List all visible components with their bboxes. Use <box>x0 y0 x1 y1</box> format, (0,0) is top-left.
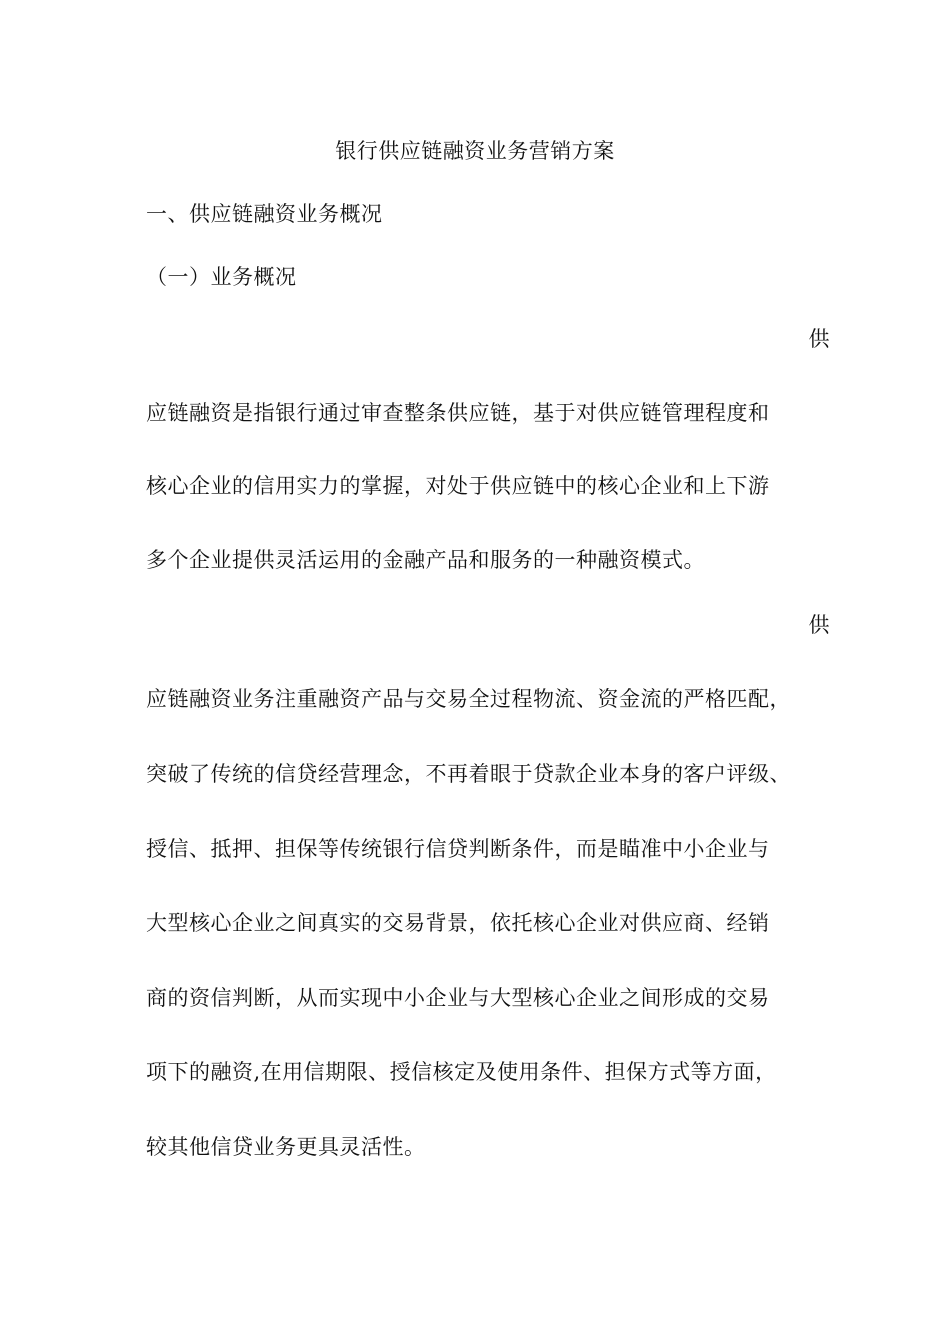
paragraph-2-line-1: 应链融资业务注重融资产品与交易全过程物流、资金流的严格匹配， <box>146 687 791 711</box>
paragraph-2-line-7: 较其他信贷业务更具灵活性。 <box>146 1135 426 1159</box>
document-title: 银行供应链融资业务营销方案 <box>335 139 615 163</box>
paragraph-2-line-3: 授信、抵押、担保等传统银行信贷判断条件，而是瞄准中小企业与 <box>146 837 770 861</box>
paragraph-1-line-1: 应链融资是指银行通过审查整条供应链，基于对供应链管理程度和 <box>146 401 770 425</box>
paragraph-2-lead-char: 供 <box>808 613 830 637</box>
paragraph-2-line-5: 商的资信判断，从而实现中小企业与大型核心企业之间形成的交易 <box>146 986 770 1010</box>
paragraph-1-line-3: 多个企业提供灵活运用的金融产品和服务的一种融资模式。 <box>146 548 705 572</box>
section-heading-1: 一、供应链融资业务概况 <box>146 202 383 226</box>
paragraph-1-line-2: 核心企业的信用实力的掌握，对处于供应链中的核心企业和上下游 <box>146 474 770 498</box>
paragraph-2-line-6: 项下的融资,在用信期限、授信核定及使用条件、担保方式等方面， <box>146 1060 777 1084</box>
paragraph-2-line-2: 突破了传统的信贷经营理念，不再着眼于贷款企业本身的客户评级、 <box>146 762 791 786</box>
paragraph-2-line-4: 大型核心企业之间真实的交易背景，依托核心企业对供应商、经销 <box>146 911 770 935</box>
paragraph-1-lead-char: 供 <box>808 327 830 351</box>
subsection-heading-1: （一）业务概况 <box>146 265 297 289</box>
